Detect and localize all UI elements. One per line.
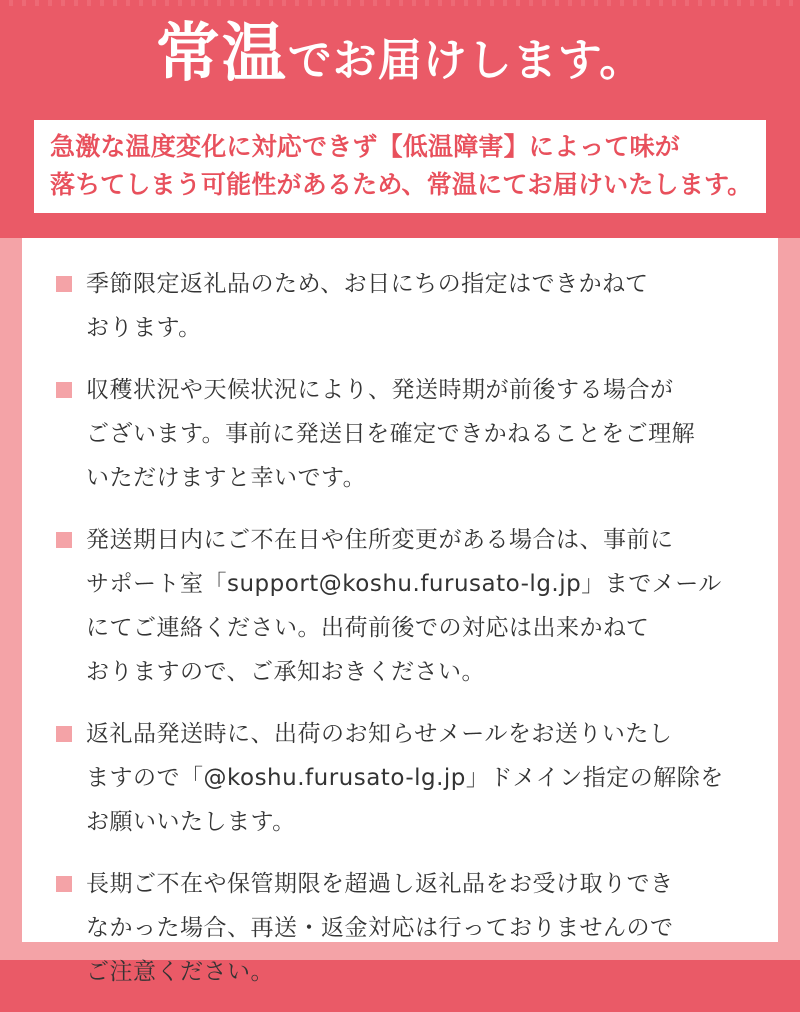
body-panel	[0, 238, 800, 985]
list-item-text: 返礼品発送時に、出荷のお知らせメールをお送りいたし ますので「@koshu.furusato-lg.jp」ドメイン指定の解除を お願いいたします。	[86, 721, 724, 835]
list-item	[22, 368, 778, 500]
banner-title-emphasis: 常温	[155, 16, 288, 91]
banner-title	[0, 16, 800, 91]
list-item	[22, 262, 778, 350]
list-item	[22, 862, 778, 994]
square-bullet-icon	[56, 876, 72, 892]
notes-list	[22, 262, 778, 1012]
notes-card	[22, 238, 778, 985]
list-item-text: 長期ご不在や保管期限を超過し返礼品をお受け取りでき なかった場合、再送・返金対応は行っておりませんので ご注意ください。	[86, 871, 674, 985]
square-bullet-icon	[56, 382, 72, 398]
notice-line-1: 急激な温度変化に対応できず【低温障害】によって味が	[50, 132, 681, 161]
list-item	[22, 518, 778, 694]
square-bullet-icon	[56, 726, 72, 742]
list-item	[22, 712, 778, 844]
list-item-text: 季節限定返礼品のため、お日にちの指定はできかねて おります。	[86, 271, 649, 341]
list-item-text: 収穫状況や天候状況により、発送時期が前後する場合が ございます。事前に発送日を確定できかねることをご理解 いただけますと幸いです。	[86, 377, 696, 491]
banner-title-rest: でお届けします。	[287, 35, 645, 86]
list-item-text: 発送期日内にご不在日や住所変更がある場合は、事前に サポート室「support@koshu.furusato-lg.jp」までメール にてご連絡ください。出荷前後での対応は出来かねて おりますので、ご承知おきください。	[86, 527, 722, 685]
notice-line-2: 落ちてしまう可能性があるため、常温にてお届けいたします。	[50, 170, 753, 199]
square-bullet-icon	[56, 532, 72, 548]
header-banner	[0, 0, 800, 238]
notice-box	[34, 120, 766, 213]
square-bullet-icon	[56, 276, 72, 292]
top-edge-texture	[0, 0, 800, 6]
